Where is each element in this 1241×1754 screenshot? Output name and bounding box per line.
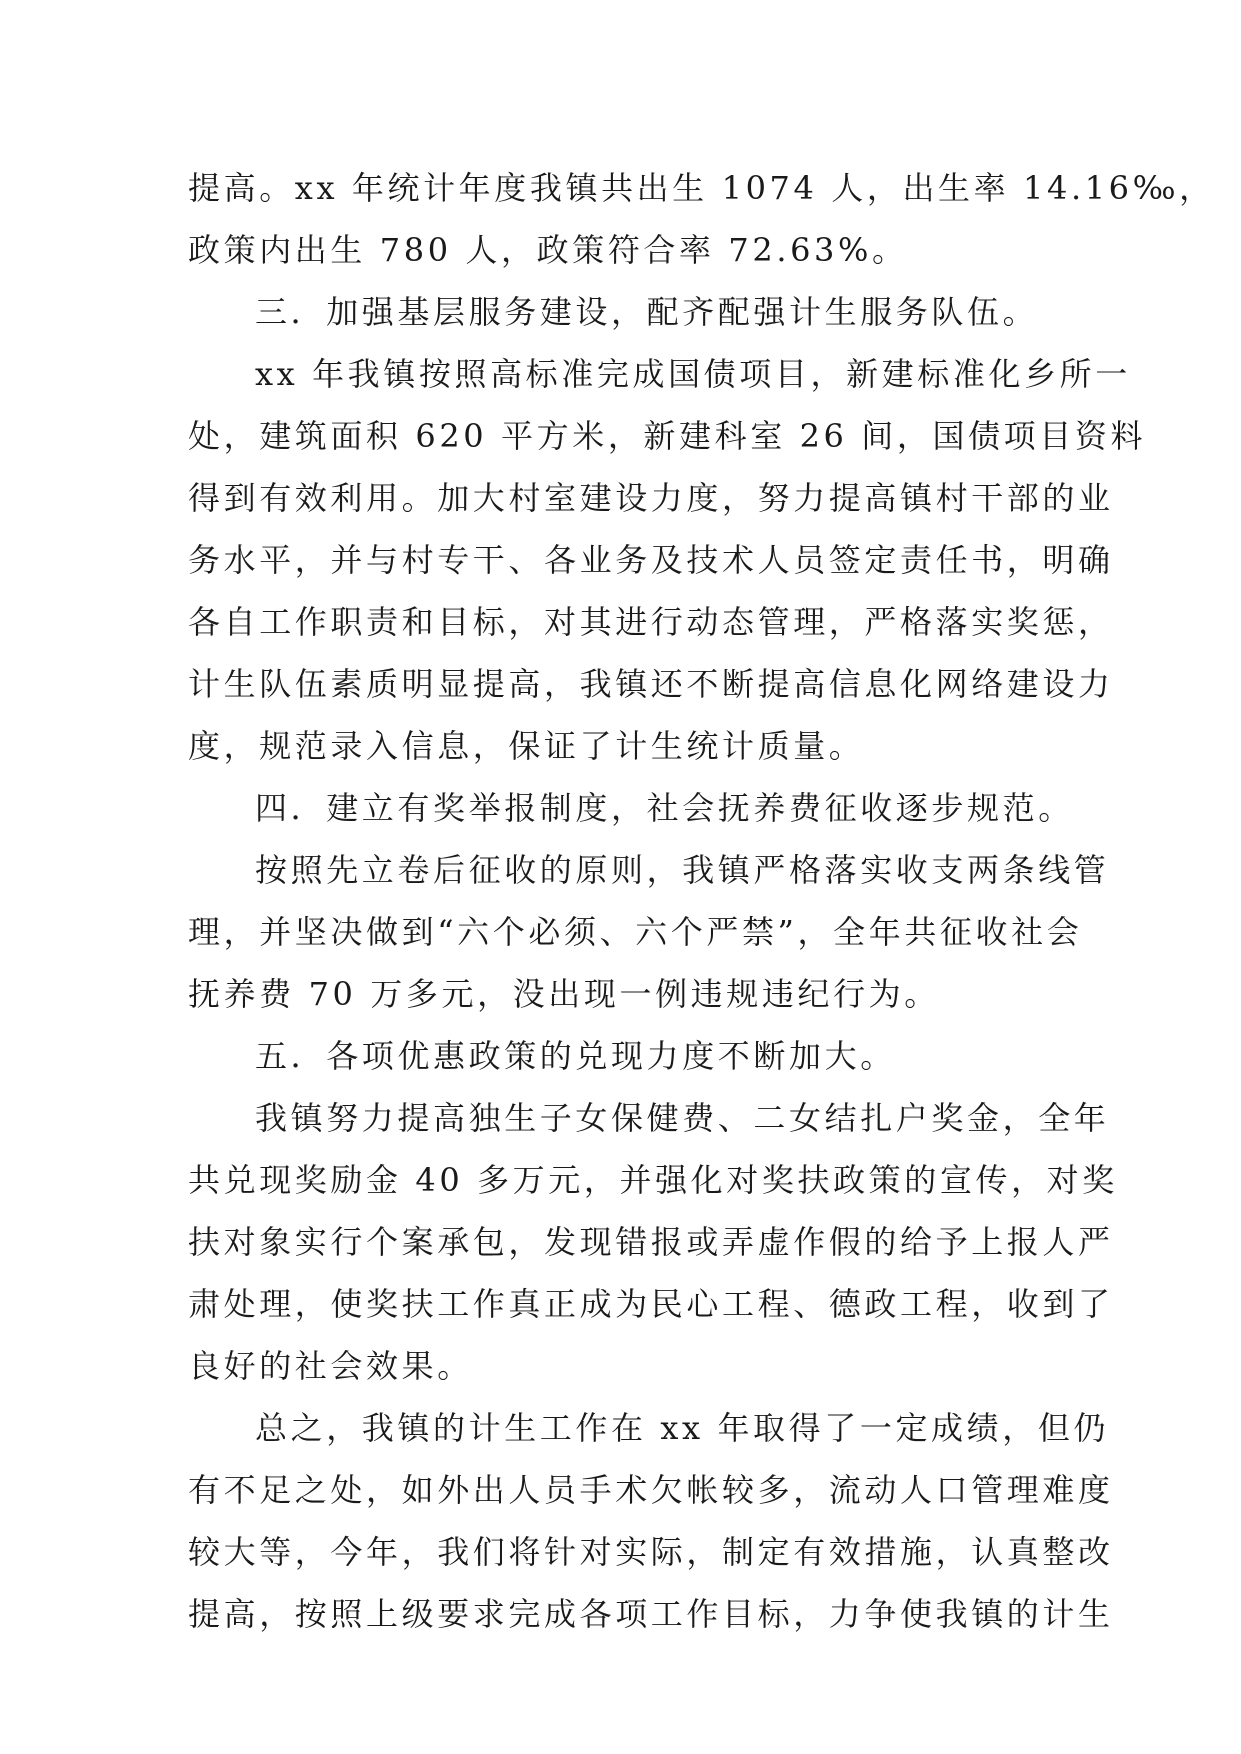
text-line: 较大等，今年，我们将针对实际，制定有效措施，认真整改 <box>188 1533 1114 1571</box>
section-heading: 四．建立有奖举报制度，社会抚养费征收逐步规范。 <box>255 789 1074 827</box>
text-line: 共兑现奖励金 40 多万元，并强化对奖扶政策的宣传，对奖 <box>188 1161 1118 1199</box>
text-line: 处，建筑面积 620 平方米，新建科室 26 间，国债项目资料 <box>188 417 1147 455</box>
text-line: 良好的社会效果。 <box>188 1347 473 1385</box>
text-line: 肃处理，使奖扶工作真正成为民心工程、德政工程，收到了 <box>188 1285 1114 1323</box>
text-line: 总之，我镇的计生工作在 xx 年取得了一定成绩，但仍 <box>255 1409 1110 1447</box>
text-line: 理，并坚决做到“六个必须、六个严禁”，全年共征收社会 <box>188 913 1083 951</box>
section-heading: 三．加强基层服务建设，配齐配强计生服务队伍。 <box>255 293 1039 331</box>
text-line: 有不足之处，如外出人员手术欠帐较多，流动人口管理难度 <box>188 1471 1114 1509</box>
text-line: 按照先立卷后征收的原则，我镇严格落实收支两条线管 <box>255 851 1110 889</box>
text-line: 政策内出生 780 人，政策符合率 72.63%。 <box>188 231 908 269</box>
text-line: 度，规范录入信息，保证了计生统计质量。 <box>188 727 865 765</box>
text-line: 计生队伍素质明显提高，我镇还不断提高信息化网络建设力 <box>188 665 1114 703</box>
text-line: 扶对象实行个案承包，发现错报或弄虚作假的给予上报人严 <box>188 1223 1114 1261</box>
document-body <box>188 157 1215 1645</box>
text-line: 提高，按照上级要求完成各项工作目标，力争使我镇的计生 <box>188 1595 1114 1633</box>
text-line: xx 年我镇按照高标准完成国债项目，新建标准化乡所一 <box>255 355 1131 393</box>
text-line: 抚养费 70 万多元，没出现一例违规违纪行为。 <box>188 975 940 1013</box>
text-line: 我镇努力提高独生子女保健费、二女结扎户奖金，全年 <box>255 1099 1110 1137</box>
text-line: 得到有效利用。加大村室建设力度，努力提高镇村干部的业 <box>188 479 1114 517</box>
text-line: 各自工作职责和目标，对其进行动态管理，严格落实奖惩， <box>188 603 1114 641</box>
text-line: 务水平，并与村专干、各业务及技术人员签定责任书，明确 <box>188 541 1114 579</box>
text-line: 提高。xx 年统计年度我镇共出生 1074 人，出生率 14.16‰， <box>188 169 1215 207</box>
section-heading: 五．各项优惠政策的兑现力度不断加大。 <box>255 1037 896 1075</box>
